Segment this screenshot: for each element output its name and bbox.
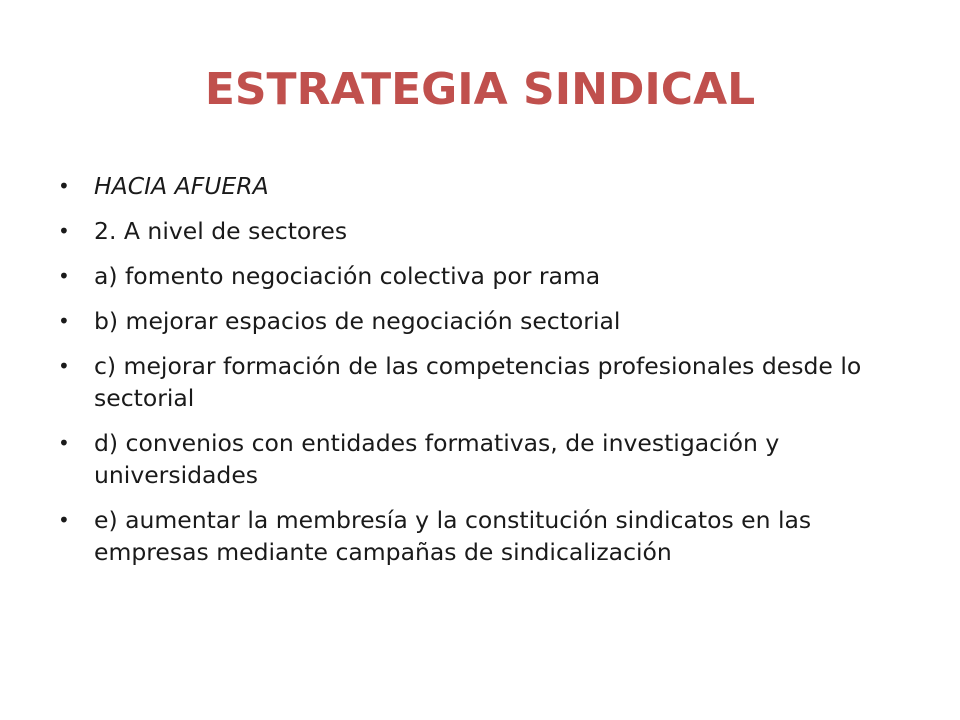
bullet-text: d) convenios con entidades formativas, de investigación y universidades xyxy=(94,429,780,489)
bullet-item xyxy=(58,260,918,292)
bullet-icon: • xyxy=(58,508,70,532)
bullet-text: 2. A nivel de sectores xyxy=(94,217,348,245)
bullet-icon: • xyxy=(58,354,70,378)
slide-title: ESTRATEGIA SINDICAL xyxy=(204,64,756,115)
bullet-text: a) fomento negociación colectiva por rama xyxy=(94,262,601,290)
bullet-item xyxy=(58,504,918,568)
bullet-item xyxy=(58,350,918,414)
bullet-icon: • xyxy=(58,219,70,243)
bullet-text: b) mejorar espacios de negociación sectorial xyxy=(94,307,621,335)
bullet-item xyxy=(58,427,918,491)
bullet-item xyxy=(58,215,918,247)
bullet-list xyxy=(58,170,918,581)
bullet-item xyxy=(58,170,918,202)
bullet-item xyxy=(58,305,918,337)
bullet-icon: • xyxy=(58,174,70,198)
bullet-text: e) aumentar la membresía y la constitución sindicatos en las empresas mediante campañas de sindicalización xyxy=(94,506,812,566)
bullet-text: HACIA AFUERA xyxy=(94,172,269,200)
bullet-icon: • xyxy=(58,309,70,333)
bullet-text: c) mejorar formación de las competencias profesionales desde lo sectorial xyxy=(94,352,862,412)
bullet-icon: • xyxy=(58,264,70,288)
bullet-icon: • xyxy=(58,431,70,455)
